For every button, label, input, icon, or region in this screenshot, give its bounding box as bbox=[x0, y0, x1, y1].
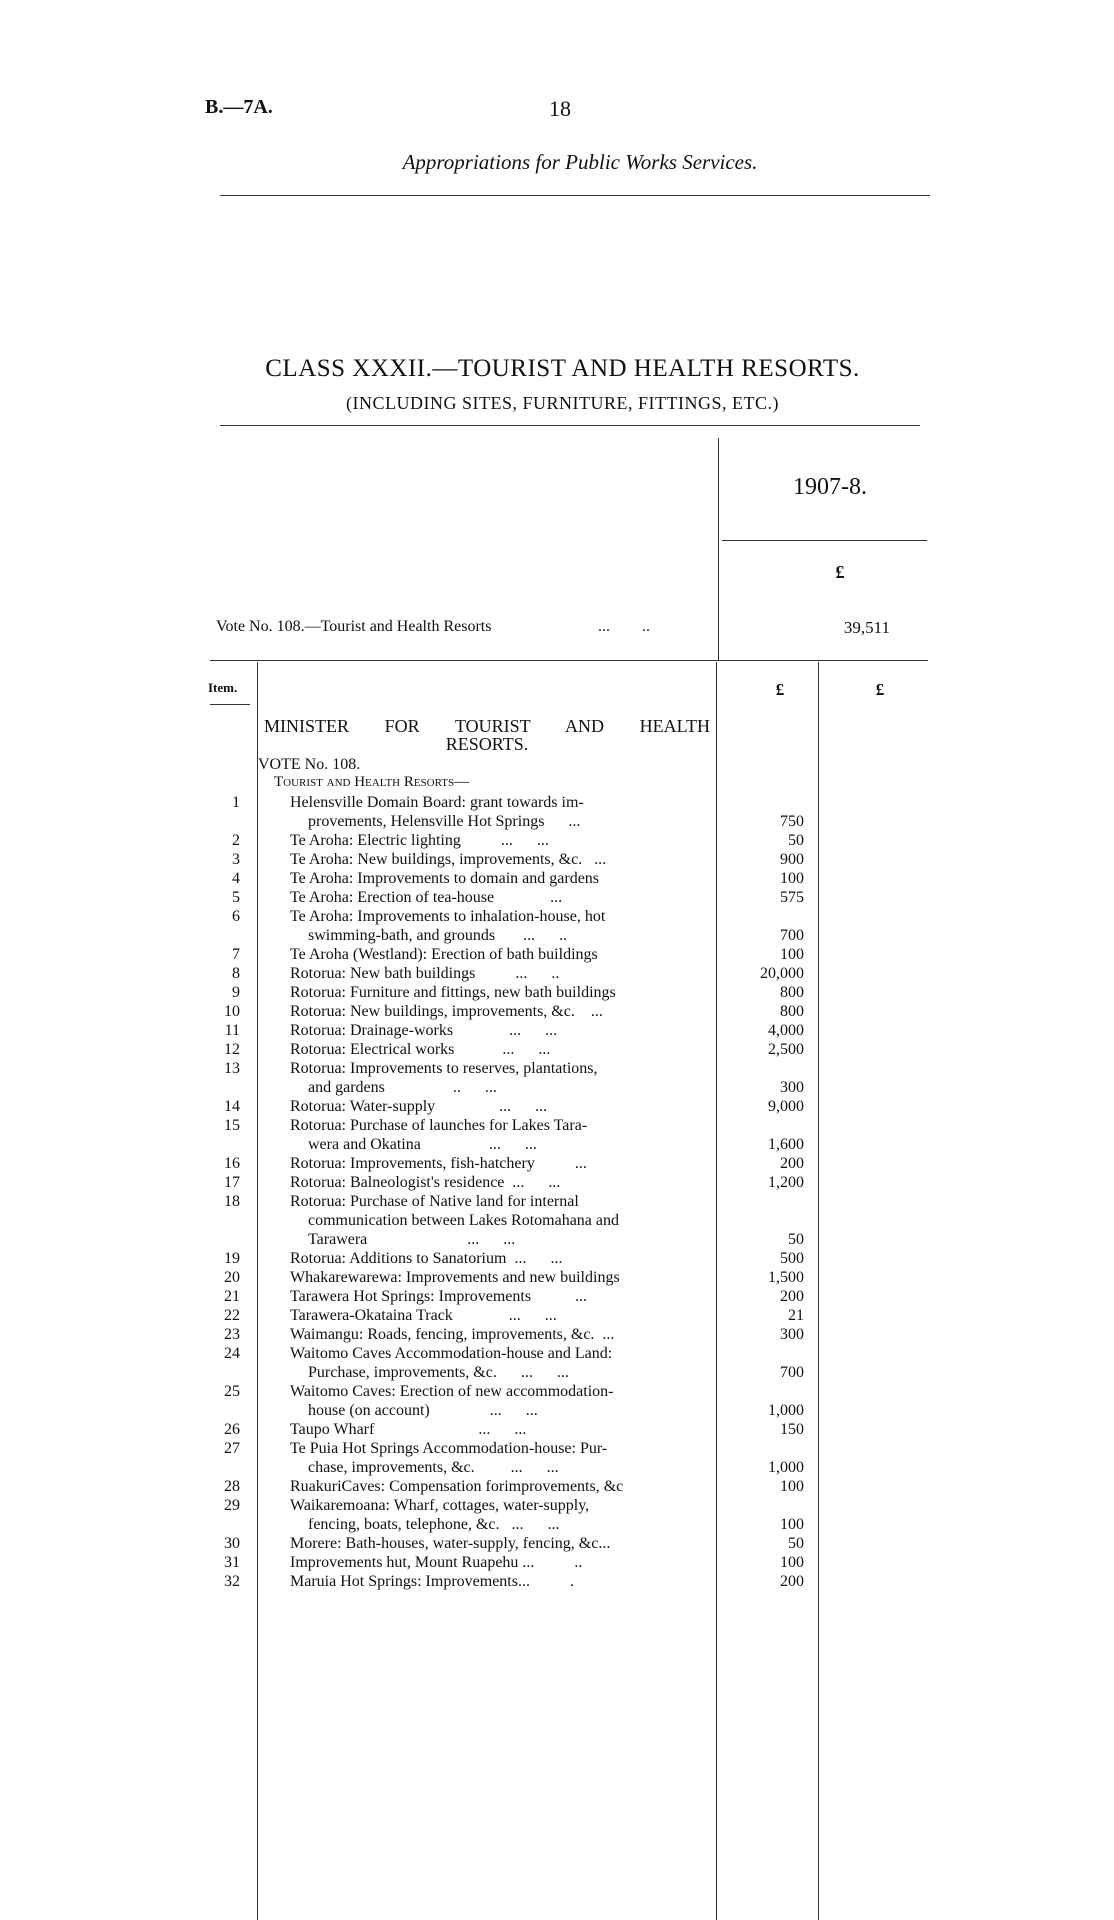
item-description-line: Purchase, improvements, &c. ... ... bbox=[308, 1364, 569, 1381]
item-description-line: Waitomo Caves Accommodation-house and Land: bbox=[290, 1345, 613, 1362]
item-number: 25 bbox=[224, 1383, 240, 1400]
item-amount: 700 bbox=[780, 1364, 804, 1381]
running-title: Appropriations for Public Works Services. bbox=[402, 150, 758, 174]
item-amount: 1,500 bbox=[768, 1269, 804, 1286]
item-description-line: provements, Helensville Hot Springs ... bbox=[308, 813, 581, 830]
summary-bottom-rule bbox=[210, 660, 928, 661]
item-number: 20 bbox=[224, 1269, 240, 1286]
item-amount: 1,000 bbox=[768, 1402, 804, 1419]
item-amount: 9,000 bbox=[768, 1098, 804, 1115]
item-number: 16 bbox=[224, 1155, 240, 1172]
item-amount: 900 bbox=[780, 851, 804, 868]
item-header-rule bbox=[210, 704, 250, 705]
item-description-line: house (on account) ... ... bbox=[308, 1402, 538, 1419]
item-amount: 100 bbox=[780, 946, 804, 963]
item-number: 12 bbox=[224, 1041, 240, 1058]
item-description-line: Rotorua: Improvements, fish-hatchery ... bbox=[290, 1155, 587, 1172]
item-description-line: Maruia Hot Springs: Improvements... . bbox=[290, 1573, 574, 1590]
item-description-line: Te Aroha: Electric lighting ... ... bbox=[290, 832, 549, 849]
item-description-line: Waimangu: Roads, fencing, improvements, &c. ... bbox=[290, 1326, 615, 1343]
subhead-tourist-resorts: Tourist and Health Resorts— bbox=[274, 774, 470, 790]
item-amount: 4,000 bbox=[768, 1022, 804, 1039]
item-number: 3 bbox=[232, 851, 240, 868]
item-description-line: Rotorua: Drainage-works ... ... bbox=[290, 1022, 558, 1039]
item-amount: 100 bbox=[780, 1516, 804, 1533]
item-description-line: and gardens .. ... bbox=[308, 1079, 497, 1096]
item-number: 11 bbox=[224, 1022, 240, 1039]
minister-heading-line-1: MINISTER FOR TOURIST AND HEALTH bbox=[264, 716, 710, 736]
item-description-line: Rotorua: Improvements to reserves, plantations, bbox=[290, 1060, 598, 1077]
item-description-line: Rotorua: Purchase of Native land for internal bbox=[290, 1193, 579, 1210]
item-number: 32 bbox=[224, 1573, 240, 1590]
summary-year-rule bbox=[722, 540, 927, 541]
item-amount: 1,600 bbox=[768, 1136, 804, 1153]
amount-column-header-1: £ bbox=[775, 680, 785, 699]
item-amount: 1,200 bbox=[768, 1174, 804, 1191]
item-number: 18 bbox=[224, 1193, 240, 1210]
item-description-line: Rotorua: Additions to Sanatorium ... ... bbox=[290, 1250, 563, 1267]
item-number: 10 bbox=[224, 1003, 240, 1020]
summary-currency: £ bbox=[835, 562, 845, 582]
item-amount: 750 bbox=[780, 813, 804, 830]
item-amount: 100 bbox=[780, 1554, 804, 1571]
class-subtitle: (INCLUDING SITES, FURNITURE, FITTINGS, ETC.) bbox=[346, 393, 779, 413]
item-column-header: Item. bbox=[208, 680, 238, 695]
item-amount: 50 bbox=[788, 1535, 804, 1552]
item-description-line: Te Aroha (Westland): Erection of bath buildings bbox=[290, 946, 598, 963]
item-description-line: swimming-bath, and grounds ... .. bbox=[308, 927, 568, 944]
item-amount: 800 bbox=[780, 984, 804, 1001]
item-amount: 21 bbox=[788, 1307, 804, 1324]
item-description-line: Improvements hut, Mount Ruapehu ... .. bbox=[290, 1554, 583, 1571]
item-number: 30 bbox=[224, 1535, 240, 1552]
item-number: 17 bbox=[224, 1174, 240, 1191]
item-description-line: Helensville Domain Board: grant towards im- bbox=[290, 794, 584, 811]
item-description-line: Waikaremoana: Wharf, cottages, water-supply, bbox=[290, 1497, 590, 1514]
item-description-line: Te Aroha: New buildings, improvements, &c. ... bbox=[290, 851, 607, 868]
item-description-line: wera and Okatina ... ... bbox=[308, 1136, 537, 1153]
item-number: 22 bbox=[224, 1307, 240, 1324]
item-amount: 20,000 bbox=[760, 965, 804, 982]
item-description-line: Whakarewarewa: Improvements and new buildings bbox=[290, 1269, 620, 1286]
header-rule bbox=[220, 195, 930, 196]
item-amount: 100 bbox=[780, 870, 804, 887]
item-amount: 50 bbox=[788, 832, 804, 849]
vote-total: 39,511 bbox=[843, 618, 890, 637]
item-description-line: communication between Lakes Rotomahana and bbox=[308, 1212, 620, 1229]
item-number: 7 bbox=[232, 946, 240, 963]
item-number: 6 bbox=[232, 908, 240, 925]
summary-column-divider bbox=[718, 438, 719, 660]
amount-column-divider bbox=[818, 662, 819, 1920]
item-number: 28 bbox=[224, 1478, 240, 1495]
item-number: 2 bbox=[232, 832, 240, 849]
item-description-line: Rotorua: Electrical works ... ... bbox=[290, 1041, 551, 1058]
item-number: 5 bbox=[232, 889, 240, 906]
class-heading-rule bbox=[220, 425, 920, 426]
item-description-line: Tarawera-Okataina Track ... ... bbox=[290, 1307, 557, 1324]
item-description-line: Tarawera ... ... bbox=[308, 1231, 516, 1248]
item-description-line: Taupo Wharf ... ... bbox=[290, 1421, 527, 1438]
item-number: 21 bbox=[224, 1288, 240, 1305]
minister-heading-line-2: RESORTS. bbox=[445, 734, 529, 754]
item-description-line: Tarawera Hot Springs: Improvements ... bbox=[290, 1288, 588, 1305]
item-description-line: Te Aroha: Erection of tea-house ... bbox=[290, 889, 563, 906]
document-reference: B.—7A. bbox=[205, 96, 273, 118]
item-number: 1 bbox=[232, 794, 240, 811]
vote-number-heading: VOTE No. 108. bbox=[258, 756, 361, 773]
item-description-line: Rotorua: Water-supply ... ... bbox=[290, 1098, 548, 1115]
item-amount: 500 bbox=[780, 1250, 804, 1267]
item-amount: 150 bbox=[780, 1421, 804, 1438]
item-amount: 50 bbox=[788, 1231, 804, 1248]
item-amount: 575 bbox=[780, 889, 804, 906]
item-description-line: Rotorua: New buildings, improvements, &c. ... bbox=[290, 1003, 603, 1020]
item-description-line: Rotorua: Purchase of launches for Lakes Tara- bbox=[290, 1117, 588, 1134]
item-amount: 200 bbox=[780, 1288, 804, 1305]
item-amount: 200 bbox=[780, 1573, 804, 1590]
item-description-line: Rotorua: New bath buildings ... .. bbox=[290, 965, 560, 982]
item-number: 9 bbox=[232, 984, 240, 1001]
amount-column-header-2: £ bbox=[875, 680, 885, 699]
page-number: 18 bbox=[549, 96, 571, 121]
item-description-line: Rotorua: Furniture and fittings, new bath buildings bbox=[290, 984, 616, 1001]
item-amount: 2,500 bbox=[768, 1041, 804, 1058]
item-number: 26 bbox=[224, 1421, 240, 1438]
item-description-line: Te Aroha: Improvements to inhalation-house, hot bbox=[290, 908, 606, 925]
item-number: 29 bbox=[224, 1497, 240, 1514]
item-description-line: fencing, boats, telephone, &c. ... ... bbox=[308, 1516, 560, 1533]
item-amount: 700 bbox=[780, 927, 804, 944]
item-number: 8 bbox=[232, 965, 240, 982]
vote-leaders: ... .. bbox=[598, 618, 650, 635]
item-number: 14 bbox=[224, 1098, 240, 1115]
item-description-line: Morere: Bath-houses, water-supply, fencing, &c... bbox=[290, 1535, 611, 1552]
item-number: 19 bbox=[224, 1250, 240, 1267]
item-description-line: Rotorua: Balneologist's residence ... ... bbox=[290, 1174, 561, 1191]
item-number: 4 bbox=[232, 870, 240, 887]
item-amount: 100 bbox=[780, 1478, 804, 1495]
item-number: 24 bbox=[224, 1345, 240, 1362]
summary-year: 1907-8. bbox=[793, 474, 867, 500]
item-description-line: RuakuriCaves: Compensation forimprovements, &c bbox=[290, 1478, 624, 1495]
item-description-line: Waitomo Caves: Erection of new accommodation- bbox=[290, 1383, 614, 1400]
item-amount: 200 bbox=[780, 1155, 804, 1172]
item-number: 27 bbox=[224, 1440, 240, 1457]
item-description-line: Te Aroha: Improvements to domain and gardens bbox=[290, 870, 600, 887]
item-number: 31 bbox=[224, 1554, 240, 1571]
item-amount: 800 bbox=[780, 1003, 804, 1020]
item-amount: 300 bbox=[780, 1326, 804, 1343]
item-amount: 1,000 bbox=[768, 1459, 804, 1476]
item-number: 15 bbox=[224, 1117, 240, 1134]
item-column-divider bbox=[257, 662, 258, 1920]
item-amount: 300 bbox=[780, 1079, 804, 1096]
description-column-divider bbox=[716, 662, 717, 1920]
item-number: 23 bbox=[224, 1326, 240, 1343]
vote-label: Vote No. 108.—Tourist and Health Resorts bbox=[216, 618, 492, 635]
item-number: 13 bbox=[224, 1060, 240, 1077]
item-description-line: Te Puia Hot Springs Accommodation-house: Pur- bbox=[290, 1440, 608, 1457]
class-title: CLASS XXXII.—TOURIST AND HEALTH RESORTS. bbox=[265, 355, 860, 382]
item-description-line: chase, improvements, &c. ... ... bbox=[308, 1459, 559, 1476]
